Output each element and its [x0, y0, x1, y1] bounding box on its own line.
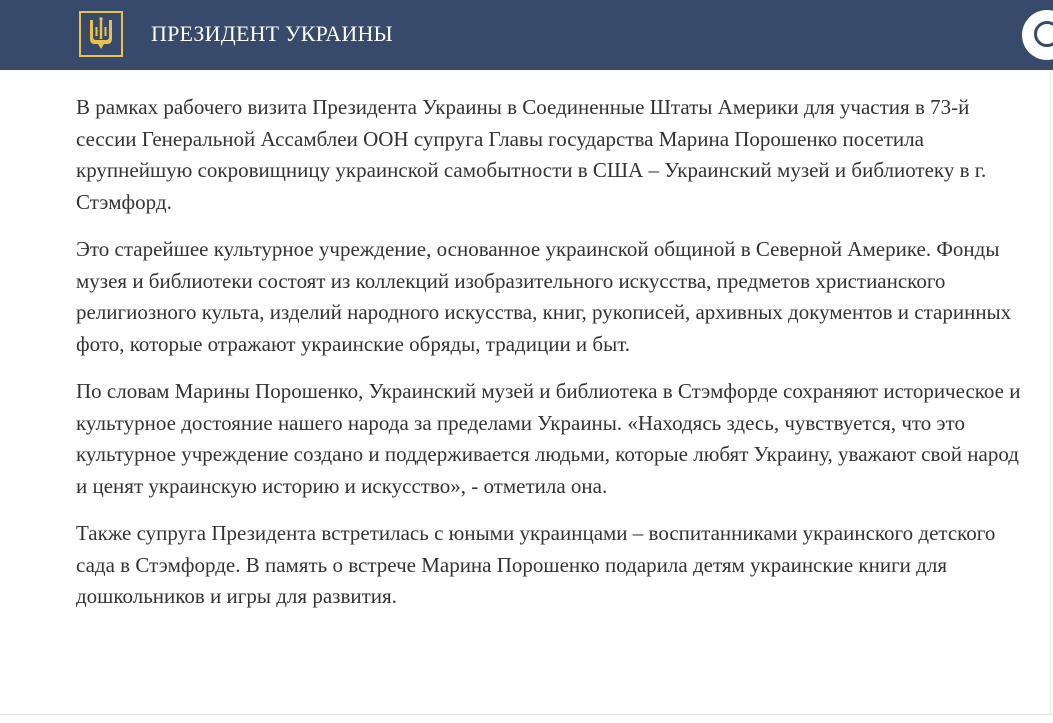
search-icon [1034, 21, 1053, 47]
trident-icon [88, 17, 114, 51]
article-paragraph: Это старейшее культурное учреждение, основанное украинской общиной в Северной Америке. Фонды музея и библиотеки состоят из коллекций изобразительного искусства, предметов христианского религиозного культа, изделий народного искусства, книг, рукописей, архивных документов и старинных фото, которые отражают украинские обряды, традиции и быт. [76, 237, 1012, 356]
coat-of-arms-logo[interactable] [79, 11, 123, 57]
article-body [76, 92, 1021, 629]
content-border [1050, 70, 1051, 714]
article-paragraph: В рамках рабочего визита Президента Украины в Соединенные Штаты Америки для участия в 73-й сессии Генеральной Ассамблеи ООН супруга Главы государства Марина Порошенко посетила крупнейшую сокровищницу украинской самобытности в США – Украинский музей и библиотеку в г. Стэмфорд. [76, 95, 987, 214]
site-title[interactable]: ПРЕЗИДЕНТ УКРАИНЫ [151, 21, 393, 46]
search-button[interactable] [1022, 10, 1053, 60]
article-paragraph: По словам Марины Порошенко, Украинский музей и библиотека в Стэмфорде сохраняют историческое и культурное достояние нашего народа за пределами Украины. «Находясь здесь, чувствуется, что это культурное учреждение создано и поддерживается людьми, которые любят Украину, уважают свой народ и ценят украинскую историю и искусство», - отметила она. [76, 379, 1021, 498]
divider [0, 714, 1053, 715]
site-header [0, 0, 1053, 70]
article-paragraph: Также супруга Президента встретилась с юными украинцами – воспитанниками украинского детского сада в Стэмфорде. В память о встрече Марина Порошенко подарила детям украинские книги для дошкольников и игры для развития. [76, 521, 996, 608]
